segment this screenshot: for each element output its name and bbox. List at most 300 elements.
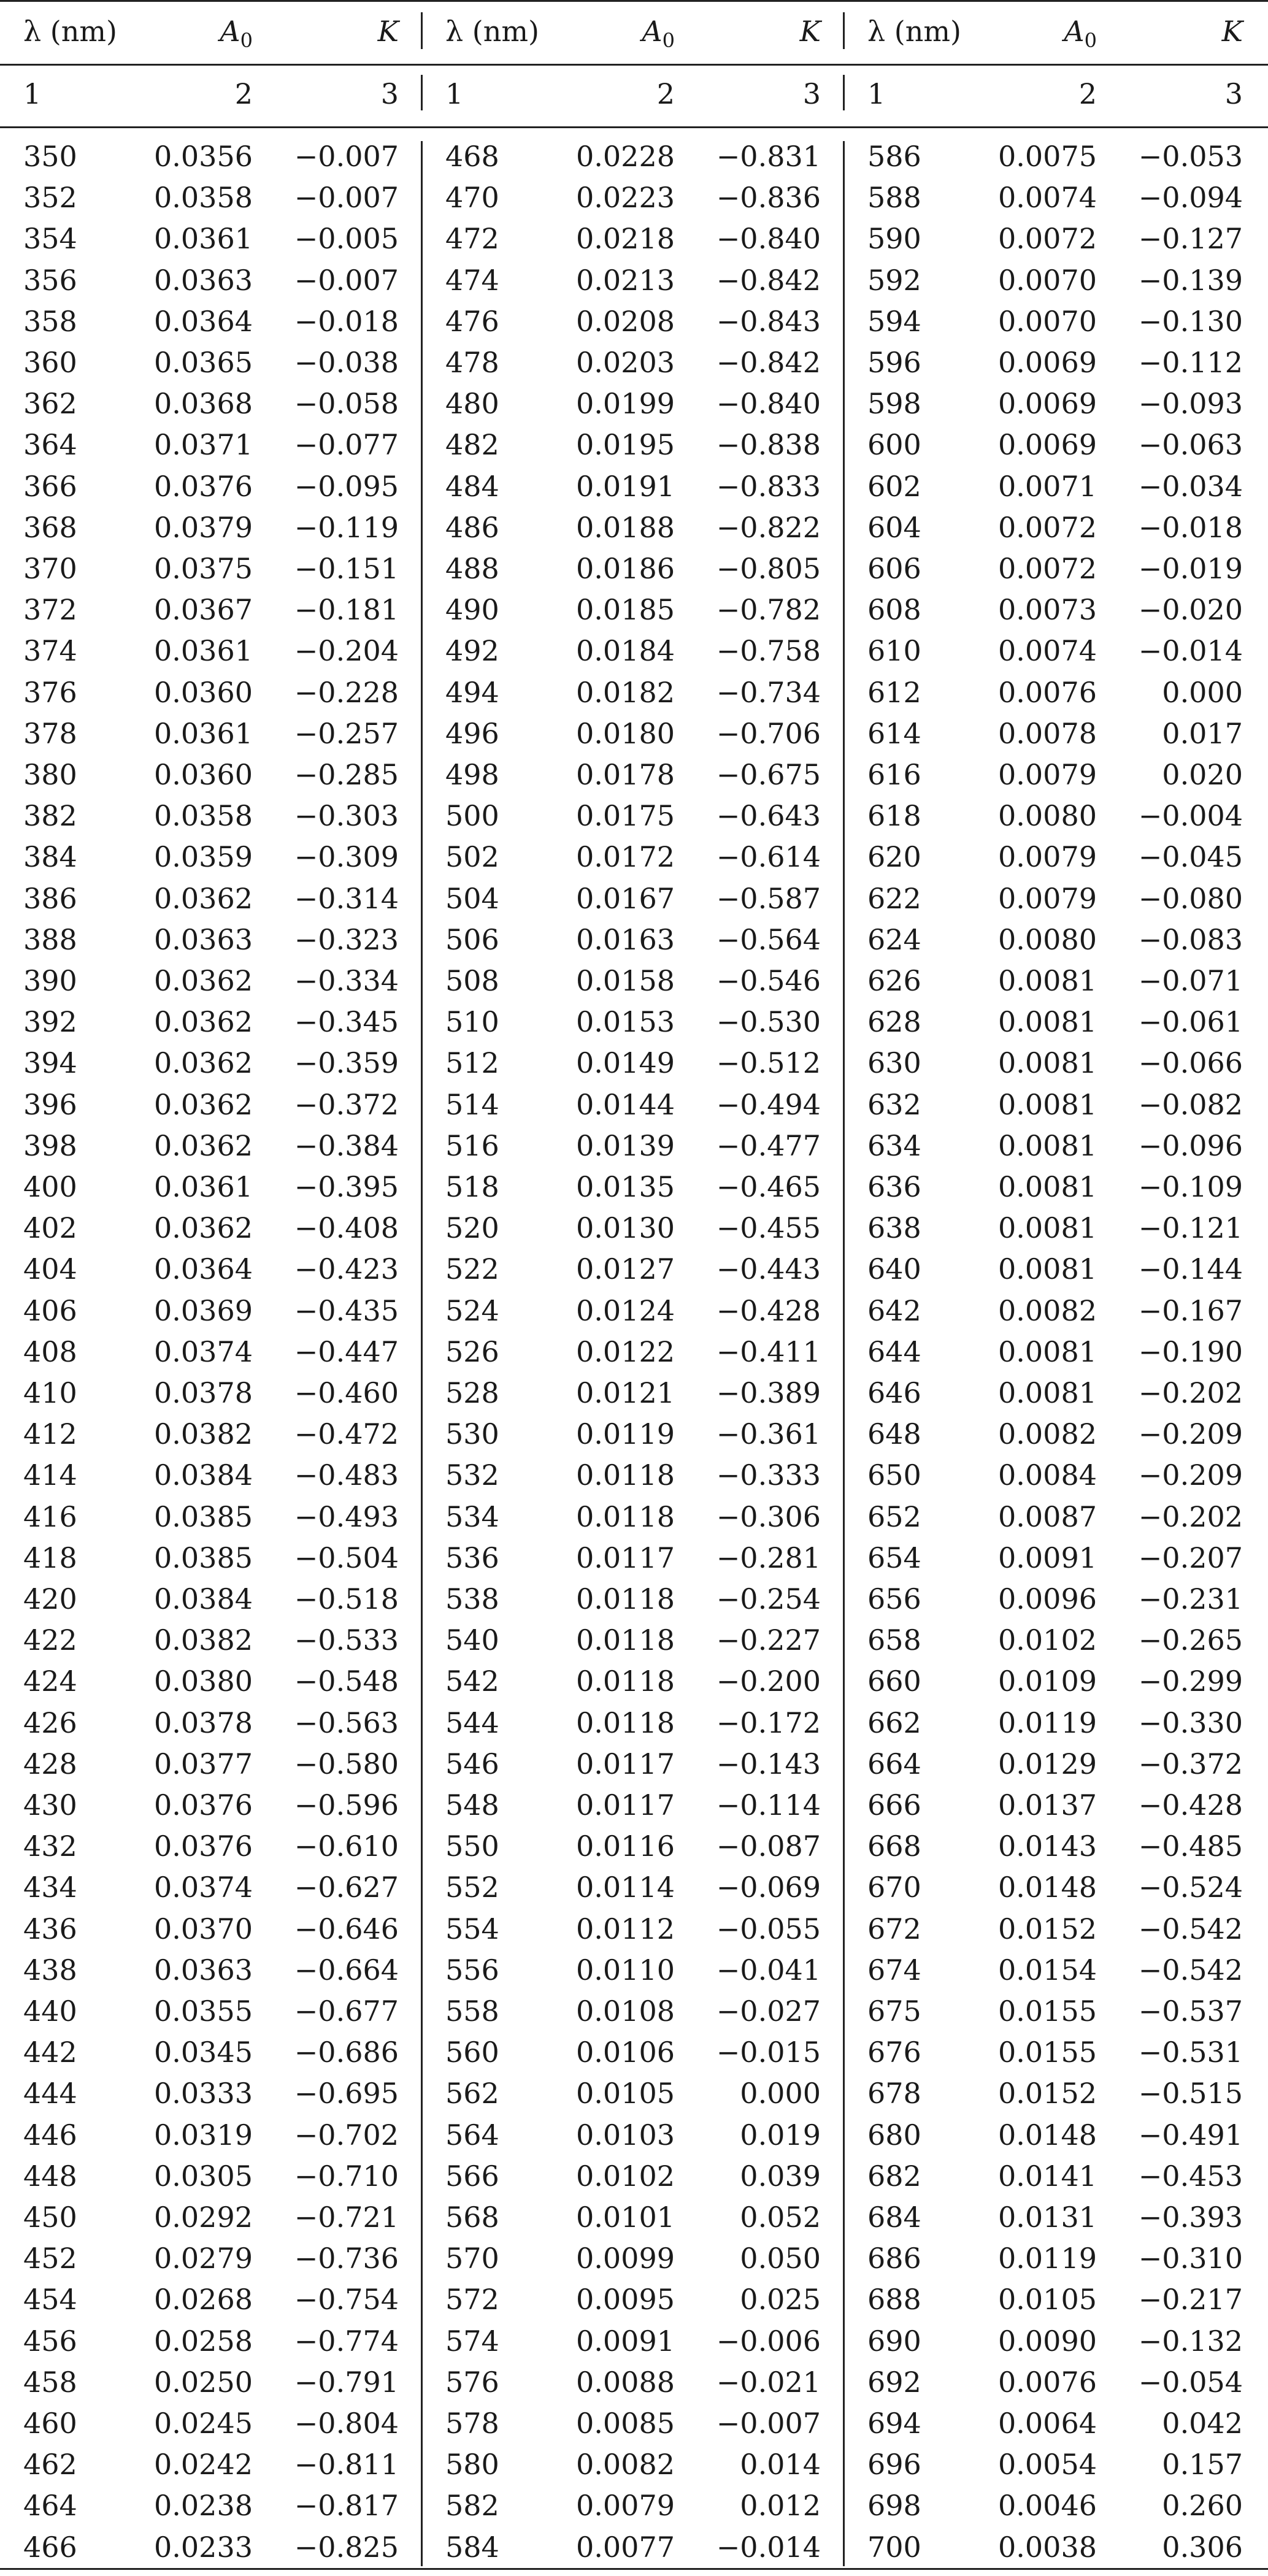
wavelength-cell: 588 xyxy=(867,181,921,215)
a0-cell: 0.0279 xyxy=(154,2242,253,2275)
wavelength-cell: 582 xyxy=(445,2489,499,2523)
wavelength-cell: 418 xyxy=(23,1541,77,1574)
wavelength-cell: 382 xyxy=(23,799,77,833)
group-separator-line xyxy=(843,141,845,2566)
a0-cell: 0.0208 xyxy=(576,304,675,338)
a0-cell: 0.0082 xyxy=(998,1294,1097,1327)
k-cell: −0.143 xyxy=(716,1747,821,1781)
a0-cell: 0.0079 xyxy=(998,840,1097,874)
a0-cell: 0.0144 xyxy=(576,1087,675,1121)
wavelength-cell: 672 xyxy=(867,1912,921,1945)
k-cell: −0.020 xyxy=(1138,593,1243,627)
a0-cell: 0.0242 xyxy=(154,2448,253,2482)
wavelength-cell: 480 xyxy=(445,387,499,421)
wavelength-cell: 426 xyxy=(23,1706,77,1739)
k-cell: −0.018 xyxy=(294,304,399,338)
a0-cell: 0.0091 xyxy=(576,2324,675,2358)
a0-cell: 0.0355 xyxy=(154,1995,253,2028)
k-cell: −0.181 xyxy=(294,593,399,627)
table-row xyxy=(0,1084,1268,1125)
k-cell: −0.309 xyxy=(294,840,399,874)
k-cell: −0.804 xyxy=(294,2407,399,2440)
k-cell: −0.842 xyxy=(716,346,821,379)
wavelength-cell: 452 xyxy=(23,2242,77,2275)
column-number-1: 1 xyxy=(23,77,42,110)
wavelength-cell: 570 xyxy=(445,2242,499,2275)
wavelength-cell: 430 xyxy=(23,1788,77,1822)
wavelength-cell: 358 xyxy=(23,304,77,338)
k-cell: −0.515 xyxy=(1138,2077,1243,2110)
table-row xyxy=(0,1867,1268,1907)
table-row xyxy=(0,424,1268,465)
k-cell: 0.050 xyxy=(740,2242,821,2275)
wavelength-cell: 524 xyxy=(445,1294,499,1327)
wavelength-cell: 596 xyxy=(867,346,921,379)
wavelength-cell: 664 xyxy=(867,1747,921,1781)
column-number-2: 2 xyxy=(1078,77,1097,110)
wavelength-cell: 532 xyxy=(445,1459,499,1492)
wavelength-cell: 354 xyxy=(23,222,77,256)
header-a0-base: A xyxy=(220,15,240,48)
k-cell: −0.285 xyxy=(294,758,399,791)
a0-cell: 0.0081 xyxy=(998,1087,1097,1121)
wavelength-cell: 520 xyxy=(445,1211,499,1245)
k-cell: −0.132 xyxy=(1138,2324,1243,2358)
k-cell: −0.330 xyxy=(1138,1706,1243,1739)
wavelength-cell: 675 xyxy=(867,1995,921,2028)
wavelength-cell: 518 xyxy=(445,1170,499,1203)
column-number-rule xyxy=(0,126,1268,128)
a0-cell: 0.0109 xyxy=(998,1665,1097,1698)
table-row xyxy=(0,2115,1268,2155)
a0-cell: 0.0069 xyxy=(998,428,1097,462)
wavelength-cell: 444 xyxy=(23,2077,77,2110)
wavelength-cell: 586 xyxy=(867,140,921,173)
k-cell: −0.209 xyxy=(1138,1459,1243,1492)
wavelength-cell: 454 xyxy=(23,2283,77,2317)
a0-cell: 0.0090 xyxy=(998,2324,1097,2358)
table-row xyxy=(0,2485,1268,2526)
wavelength-cell: 628 xyxy=(867,1005,921,1039)
wavelength-cell: 604 xyxy=(867,510,921,544)
wavelength-cell: 394 xyxy=(23,1046,77,1080)
table-row xyxy=(0,960,1268,1001)
wavelength-cell: 618 xyxy=(867,799,921,833)
k-cell: −0.207 xyxy=(1138,1541,1243,1574)
k-cell: −0.423 xyxy=(294,1252,399,1286)
k-cell: −0.477 xyxy=(716,1129,821,1162)
a0-cell: 0.0186 xyxy=(576,552,675,585)
table-row xyxy=(0,301,1268,342)
a0-cell: 0.0319 xyxy=(154,2118,253,2152)
a0-cell: 0.0148 xyxy=(998,2118,1097,2152)
wavelength-cell: 408 xyxy=(23,1335,77,1368)
k-cell: −0.007 xyxy=(716,2407,821,2440)
wavelength-cell: 612 xyxy=(867,675,921,709)
a0-cell: 0.0268 xyxy=(154,2283,253,2317)
a0-cell: 0.0167 xyxy=(576,881,675,915)
wavelength-cell: 680 xyxy=(867,2118,921,2152)
table-row xyxy=(0,177,1268,218)
a0-cell: 0.0172 xyxy=(576,840,675,874)
a0-cell: 0.0158 xyxy=(576,964,675,997)
column-number-1: 1 xyxy=(445,77,464,110)
a0-cell: 0.0079 xyxy=(998,758,1097,791)
wavelength-cell: 516 xyxy=(445,1129,499,1162)
table-row xyxy=(0,1373,1268,1413)
wavelength-cell: 690 xyxy=(867,2324,921,2358)
wavelength-cell: 400 xyxy=(23,1170,77,1203)
wavelength-cell: 470 xyxy=(445,181,499,215)
a0-cell: 0.0070 xyxy=(998,263,1097,297)
wavelength-cell: 558 xyxy=(445,1995,499,2028)
wavelength-cell: 646 xyxy=(867,1376,921,1409)
k-cell: −0.453 xyxy=(1138,2159,1243,2193)
k-cell: −0.217 xyxy=(1138,2283,1243,2317)
a0-cell: 0.0370 xyxy=(154,1912,253,1945)
k-cell: −0.504 xyxy=(294,1541,399,1574)
table-row xyxy=(0,507,1268,548)
a0-cell: 0.0080 xyxy=(998,799,1097,833)
a0-cell: 0.0356 xyxy=(154,140,253,173)
a0-cell: 0.0305 xyxy=(154,2159,253,2193)
table-row xyxy=(0,1579,1268,1619)
k-cell: −0.840 xyxy=(716,222,821,256)
a0-cell: 0.0378 xyxy=(154,1376,253,1409)
k-cell: −0.204 xyxy=(294,634,399,668)
table-row xyxy=(0,1332,1268,1372)
k-cell: 0.019 xyxy=(740,2118,821,2152)
k-cell: −0.094 xyxy=(1138,181,1243,215)
a0-cell: 0.0131 xyxy=(998,2201,1097,2234)
k-cell: −0.080 xyxy=(1138,881,1243,915)
wavelength-cell: 696 xyxy=(867,2448,921,2482)
table-row xyxy=(0,1744,1268,1784)
a0-cell: 0.0368 xyxy=(154,387,253,421)
header-lambda: λ (nm) xyxy=(867,15,961,48)
a0-cell: 0.0110 xyxy=(576,1953,675,1987)
k-cell: −0.058 xyxy=(294,387,399,421)
table-row xyxy=(0,1455,1268,1495)
a0-cell: 0.0363 xyxy=(154,1953,253,1987)
wavelength-cell: 510 xyxy=(445,1005,499,1039)
a0-cell: 0.0361 xyxy=(154,716,253,750)
wavelength-cell: 542 xyxy=(445,1665,499,1698)
wavelength-cell: 488 xyxy=(445,552,499,585)
a0-cell: 0.0095 xyxy=(576,2283,675,2317)
k-cell: −0.130 xyxy=(1138,304,1243,338)
wavelength-cell: 568 xyxy=(445,2201,499,2234)
group-separator-line xyxy=(843,75,845,110)
k-cell: 0.017 xyxy=(1162,716,1243,750)
wavelength-cell: 674 xyxy=(867,1953,921,1987)
table-row xyxy=(0,1991,1268,2031)
wavelength-cell: 678 xyxy=(867,2077,921,2110)
wavelength-cell: 648 xyxy=(867,1417,921,1451)
table-row xyxy=(0,2321,1268,2361)
k-cell: 0.039 xyxy=(740,2159,821,2193)
k-cell: −0.359 xyxy=(294,1046,399,1080)
k-cell: −0.758 xyxy=(716,634,821,668)
a0-cell: 0.0118 xyxy=(576,1706,675,1739)
a0-cell: 0.0384 xyxy=(154,1582,253,1616)
k-cell: −0.610 xyxy=(294,1830,399,1863)
a0-cell: 0.0118 xyxy=(576,1623,675,1657)
k-cell: −0.596 xyxy=(294,1788,399,1822)
header-a0-subscript: 0 xyxy=(1084,29,1097,53)
table-row xyxy=(0,466,1268,507)
wavelength-cell: 438 xyxy=(23,1953,77,1987)
k-cell: −0.734 xyxy=(716,675,821,709)
a0-cell: 0.0375 xyxy=(154,552,253,585)
k-cell: −0.121 xyxy=(1138,1211,1243,1245)
wavelength-cell: 606 xyxy=(867,552,921,585)
a0-cell: 0.0105 xyxy=(998,2283,1097,2317)
a0-cell: 0.0081 xyxy=(998,1129,1097,1162)
table-row xyxy=(0,1703,1268,1743)
table-row xyxy=(0,631,1268,671)
k-cell: 0.025 xyxy=(740,2283,821,2317)
wavelength-cell: 432 xyxy=(23,1830,77,1863)
a0-cell: 0.0175 xyxy=(576,799,675,833)
k-cell: −0.004 xyxy=(1138,799,1243,833)
a0-cell: 0.0155 xyxy=(998,2036,1097,2069)
wavelength-cell: 526 xyxy=(445,1335,499,1368)
wavelength-cell: 514 xyxy=(445,1087,499,1121)
wavelength-cell: 574 xyxy=(445,2324,499,2358)
wavelength-cell: 410 xyxy=(23,1376,77,1409)
header-a0-subscript: 0 xyxy=(240,29,253,53)
a0-cell: 0.0382 xyxy=(154,1417,253,1451)
k-cell: −0.494 xyxy=(716,1087,821,1121)
k-cell: −0.443 xyxy=(716,1252,821,1286)
a0-cell: 0.0369 xyxy=(154,1294,253,1327)
k-cell: 0.012 xyxy=(740,2489,821,2523)
table-row xyxy=(0,2527,1268,2567)
k-cell: −0.007 xyxy=(294,263,399,297)
wavelength-cell: 546 xyxy=(445,1747,499,1781)
k-cell: −0.014 xyxy=(716,2530,821,2564)
k-cell: −0.139 xyxy=(1138,263,1243,297)
a0-cell: 0.0076 xyxy=(998,2365,1097,2399)
header-k: K xyxy=(1221,15,1243,48)
a0-cell: 0.0117 xyxy=(576,1747,675,1781)
a0-cell: 0.0118 xyxy=(576,1582,675,1616)
wavelength-cell: 468 xyxy=(445,140,499,173)
table-row xyxy=(0,136,1268,177)
wavelength-cell: 500 xyxy=(445,799,499,833)
k-cell: −0.334 xyxy=(294,964,399,997)
wavelength-cell: 442 xyxy=(23,2036,77,2069)
a0-cell: 0.0258 xyxy=(154,2324,253,2358)
wavelength-cell: 686 xyxy=(867,2242,921,2275)
wavelength-cell: 692 xyxy=(867,2365,921,2399)
wavelength-cell: 548 xyxy=(445,1788,499,1822)
a0-cell: 0.0374 xyxy=(154,1335,253,1368)
wavelength-cell: 402 xyxy=(23,1211,77,1245)
wavelength-cell: 486 xyxy=(445,510,499,544)
table-row xyxy=(0,2444,1268,2485)
wavelength-cell: 688 xyxy=(867,2283,921,2317)
k-cell: −0.840 xyxy=(716,387,821,421)
wavelength-cell: 504 xyxy=(445,881,499,915)
k-cell: 0.020 xyxy=(1162,758,1243,791)
a0-cell: 0.0101 xyxy=(576,2201,675,2234)
a0-cell: 0.0108 xyxy=(576,1995,675,2028)
header-k: K xyxy=(799,15,821,48)
a0-cell: 0.0081 xyxy=(998,1376,1097,1409)
k-cell: −0.015 xyxy=(716,2036,821,2069)
a0-cell: 0.0073 xyxy=(998,593,1097,627)
k-cell: −0.754 xyxy=(294,2283,399,2317)
k-cell: −0.580 xyxy=(294,1747,399,1781)
a0-cell: 0.0154 xyxy=(998,1953,1097,1987)
k-cell: 0.260 xyxy=(1162,2489,1243,2523)
column-number-2: 2 xyxy=(234,77,253,110)
k-cell: −0.310 xyxy=(1138,2242,1243,2275)
a0-cell: 0.0182 xyxy=(576,675,675,709)
a0-cell: 0.0362 xyxy=(154,1046,253,1080)
k-cell: −0.014 xyxy=(1138,634,1243,668)
wavelength-cell: 578 xyxy=(445,2407,499,2440)
k-cell: −0.333 xyxy=(716,1459,821,1492)
k-cell: −0.361 xyxy=(716,1417,821,1451)
k-cell: −0.428 xyxy=(1138,1788,1243,1822)
k-cell: −0.109 xyxy=(1138,1170,1243,1203)
a0-cell: 0.0152 xyxy=(998,1912,1097,1945)
k-cell: −0.614 xyxy=(716,840,821,874)
wavelength-cell: 372 xyxy=(23,593,77,627)
k-cell: −0.546 xyxy=(716,964,821,997)
wavelength-cell: 450 xyxy=(23,2201,77,2234)
k-cell: −0.512 xyxy=(716,1046,821,1080)
k-cell: −0.112 xyxy=(1138,346,1243,379)
wavelength-cell: 698 xyxy=(867,2489,921,2523)
a0-cell: 0.0135 xyxy=(576,1170,675,1203)
k-cell: −0.472 xyxy=(294,1417,399,1451)
wavelength-cell: 406 xyxy=(23,1294,77,1327)
wavelength-cell: 640 xyxy=(867,1252,921,1286)
k-cell: −0.054 xyxy=(1138,2365,1243,2399)
k-cell: −0.202 xyxy=(1138,1376,1243,1409)
k-cell: −0.843 xyxy=(716,304,821,338)
k-cell: −0.114 xyxy=(716,1788,821,1822)
a0-cell: 0.0069 xyxy=(998,346,1097,379)
a0-cell: 0.0079 xyxy=(998,881,1097,915)
k-cell: −0.736 xyxy=(294,2242,399,2275)
a0-cell: 0.0116 xyxy=(576,1830,675,1863)
a0-cell: 0.0072 xyxy=(998,510,1097,544)
a0-cell: 0.0378 xyxy=(154,1706,253,1739)
wavelength-cell: 642 xyxy=(867,1294,921,1327)
a0-cell: 0.0091 xyxy=(998,1541,1097,1574)
wavelength-cell: 652 xyxy=(867,1500,921,1533)
table-row xyxy=(0,837,1268,877)
k-cell: −0.200 xyxy=(716,1665,821,1698)
wavelength-cell: 560 xyxy=(445,2036,499,2069)
table-row xyxy=(0,713,1268,754)
k-cell: 0.014 xyxy=(740,2448,821,2482)
k-cell: −0.695 xyxy=(294,2077,399,2110)
wavelength-cell: 378 xyxy=(23,716,77,750)
k-cell: −0.706 xyxy=(716,716,821,750)
table-row xyxy=(0,2362,1268,2402)
wavelength-cell: 466 xyxy=(23,2530,77,2564)
column-number-3: 3 xyxy=(802,77,821,110)
table-row xyxy=(0,672,1268,713)
k-cell: −0.643 xyxy=(716,799,821,833)
a0-cell: 0.0080 xyxy=(998,922,1097,956)
table-row xyxy=(0,1950,1268,1990)
a0-cell: 0.0363 xyxy=(154,922,253,956)
k-cell: −0.825 xyxy=(294,2530,399,2564)
a0-cell: 0.0360 xyxy=(154,758,253,791)
a0-cell: 0.0106 xyxy=(576,2036,675,2069)
a0-cell: 0.0238 xyxy=(154,2489,253,2523)
a0-cell: 0.0077 xyxy=(576,2530,675,2564)
k-cell: 0.000 xyxy=(1162,675,1243,709)
k-cell: −0.686 xyxy=(294,2036,399,2069)
a0-cell: 0.0371 xyxy=(154,428,253,462)
table-row xyxy=(0,2403,1268,2444)
wavelength-cell: 522 xyxy=(445,1252,499,1286)
wavelength-cell: 668 xyxy=(867,1830,921,1863)
k-cell: −0.564 xyxy=(716,922,821,956)
header-lambda: λ (nm) xyxy=(445,15,539,48)
wavelength-cell: 626 xyxy=(867,964,921,997)
a0-cell: 0.0152 xyxy=(998,2077,1097,2110)
wavelength-cell: 610 xyxy=(867,634,921,668)
a0-cell: 0.0184 xyxy=(576,634,675,668)
a0-cell: 0.0376 xyxy=(154,469,253,503)
wavelength-cell: 562 xyxy=(445,2077,499,2110)
table-row xyxy=(0,795,1268,836)
a0-cell: 0.0250 xyxy=(154,2365,253,2399)
a0-cell: 0.0360 xyxy=(154,675,253,709)
a0-cell: 0.0118 xyxy=(576,1500,675,1533)
a0-cell: 0.0364 xyxy=(154,304,253,338)
wavelength-cell: 550 xyxy=(445,1830,499,1863)
k-cell: −0.822 xyxy=(716,510,821,544)
k-cell: −0.127 xyxy=(1138,222,1243,256)
a0-cell: 0.0119 xyxy=(998,1706,1097,1739)
a0-cell: 0.0364 xyxy=(154,1252,253,1286)
table-row xyxy=(0,1290,1268,1331)
table-row xyxy=(0,1414,1268,1454)
k-cell: −0.299 xyxy=(1138,1665,1243,1698)
wavelength-cell: 666 xyxy=(867,1788,921,1822)
wavelength-cell: 472 xyxy=(445,222,499,256)
table-row xyxy=(0,1620,1268,1660)
k-cell: −0.833 xyxy=(716,469,821,503)
k-cell: −0.257 xyxy=(294,716,399,750)
wavelength-cell: 462 xyxy=(23,2448,77,2482)
k-cell: −0.087 xyxy=(716,1830,821,1863)
a0-cell: 0.0118 xyxy=(576,1665,675,1698)
k-cell: −0.817 xyxy=(294,2489,399,2523)
a0-cell: 0.0102 xyxy=(576,2159,675,2193)
wavelength-cell: 392 xyxy=(23,1005,77,1039)
k-cell: −0.524 xyxy=(1138,1871,1243,1904)
k-cell: −0.006 xyxy=(716,2324,821,2358)
k-cell: 0.000 xyxy=(740,2077,821,2110)
a0-cell: 0.0374 xyxy=(154,1871,253,1904)
table-row xyxy=(0,878,1268,919)
a0-cell: 0.0064 xyxy=(998,2407,1097,2440)
a0-cell: 0.0079 xyxy=(576,2489,675,2523)
wavelength-cell: 490 xyxy=(445,593,499,627)
wavelength-cell: 478 xyxy=(445,346,499,379)
